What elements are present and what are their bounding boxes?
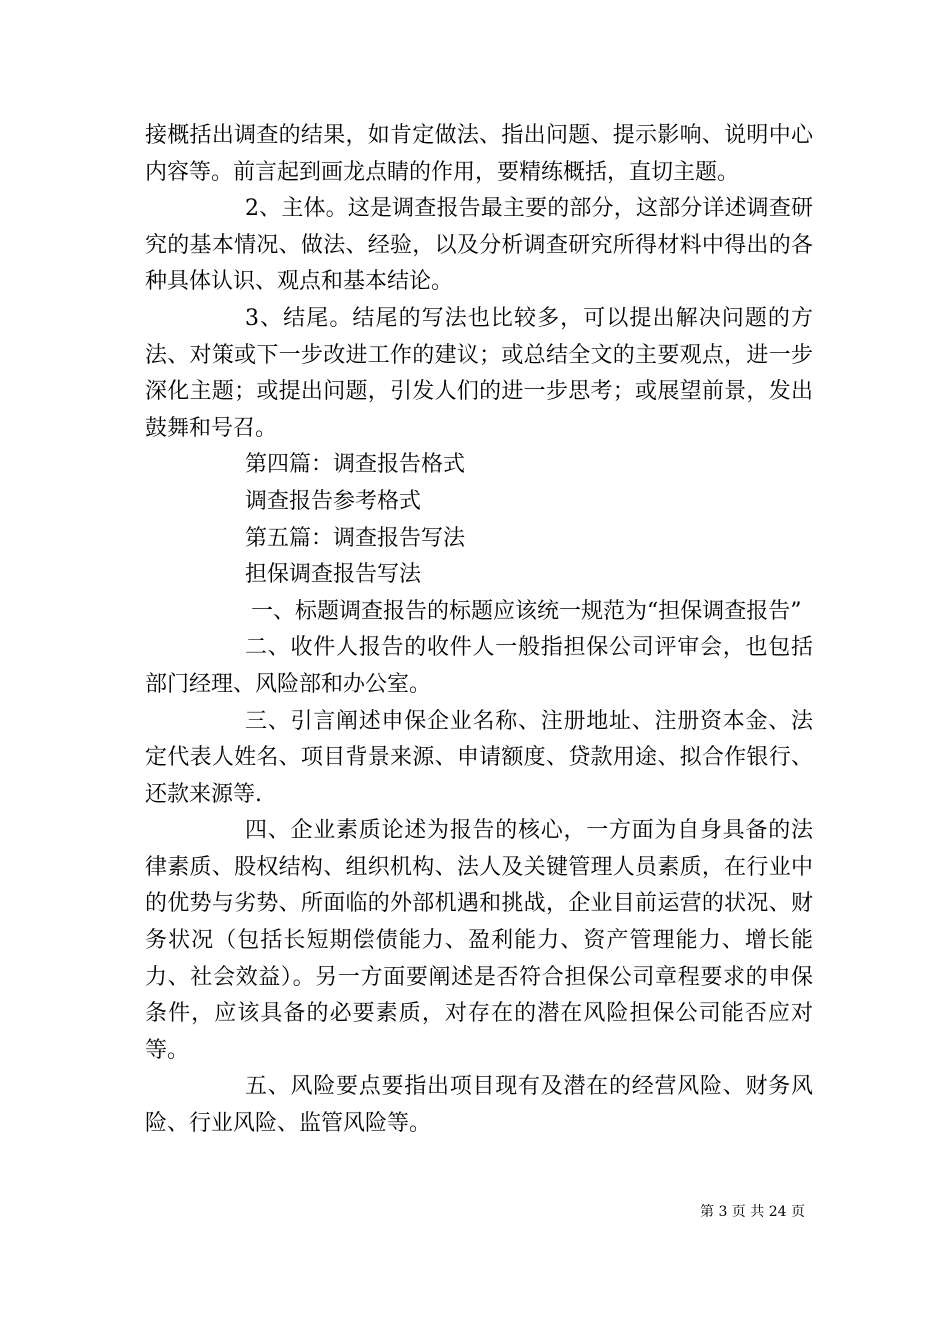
paragraph-ending-section: 3、结尾。结尾的写法也比较多，可以提出解决问题的方法、对策或下一步改进工作的建议；或总结全文的主要观点，进一步深化主题；或提出问题，引发人们的进一步思考；或展望前景，发出鼓舞和号召。 xyxy=(145,305,813,441)
paragraph-company-quality: 四、企业素质论述为报告的核心，一方面为自身具备的法律素质、股权结构、组织机构、法人及关键管理人员素质，在行业中的优势与劣势、所面临的外部机遇和挑战，企业目前运营的状况、财务状况（包括长短期偿债能力、盈利能力、资产管理能力、增长能力、社会效益）。另一方面要阐述是否符合担保公司章程要求的申保条件，应该具备的必要素质，对存在的潜在风险担保公司能否应对等。 xyxy=(145,818,813,1063)
heading-guarantee-writing: 担保调查报告写法 xyxy=(245,562,422,588)
page-number-footer: 第 3 页 共 24 页 xyxy=(700,1204,805,1220)
paragraph-title-rule: 一、标题调查报告的标题应该统一规范为“担保调查报告” xyxy=(251,598,802,624)
paragraph-introduction: 三、引言阐述申保企业名称、注册地址、注册资本金、法定代表人姓名、项目背景来源、申请额度、贷款用途、拟合作银行、还款来源等. xyxy=(145,708,813,807)
heading-format-reference: 调查报告参考格式 xyxy=(245,488,422,514)
paragraph-intro-continuation: 接概括出调查的结果，如肯定做法、指出问题、提示影响、说明中心内容等。前言起到画龙点睛的作用，要精练概括，直切主题。 xyxy=(145,123,813,185)
paragraph-body-section: 2、主体。这是调查报告最主要的部分，这部分详述调查研究的基本情况、做法、经验，以及分析调查研究所得材料中得出的各种具体认识、观点和基本结论。 xyxy=(145,196,813,295)
paragraph-recipient: 二、收件人报告的收件人一般指担保公司评审会，也包括部门经理、风险部和办公室。 xyxy=(145,635,813,697)
paragraph-risk-points: 五、风险要点要指出项目现有及潜在的经营风险、财务风险、行业风险、监管风险等。 xyxy=(145,1074,813,1137)
heading-chapter-four: 第四篇：调查报告格式 xyxy=(245,452,466,478)
document-body xyxy=(145,118,813,1143)
heading-chapter-five: 第五篇：调查报告写法 xyxy=(245,525,466,551)
